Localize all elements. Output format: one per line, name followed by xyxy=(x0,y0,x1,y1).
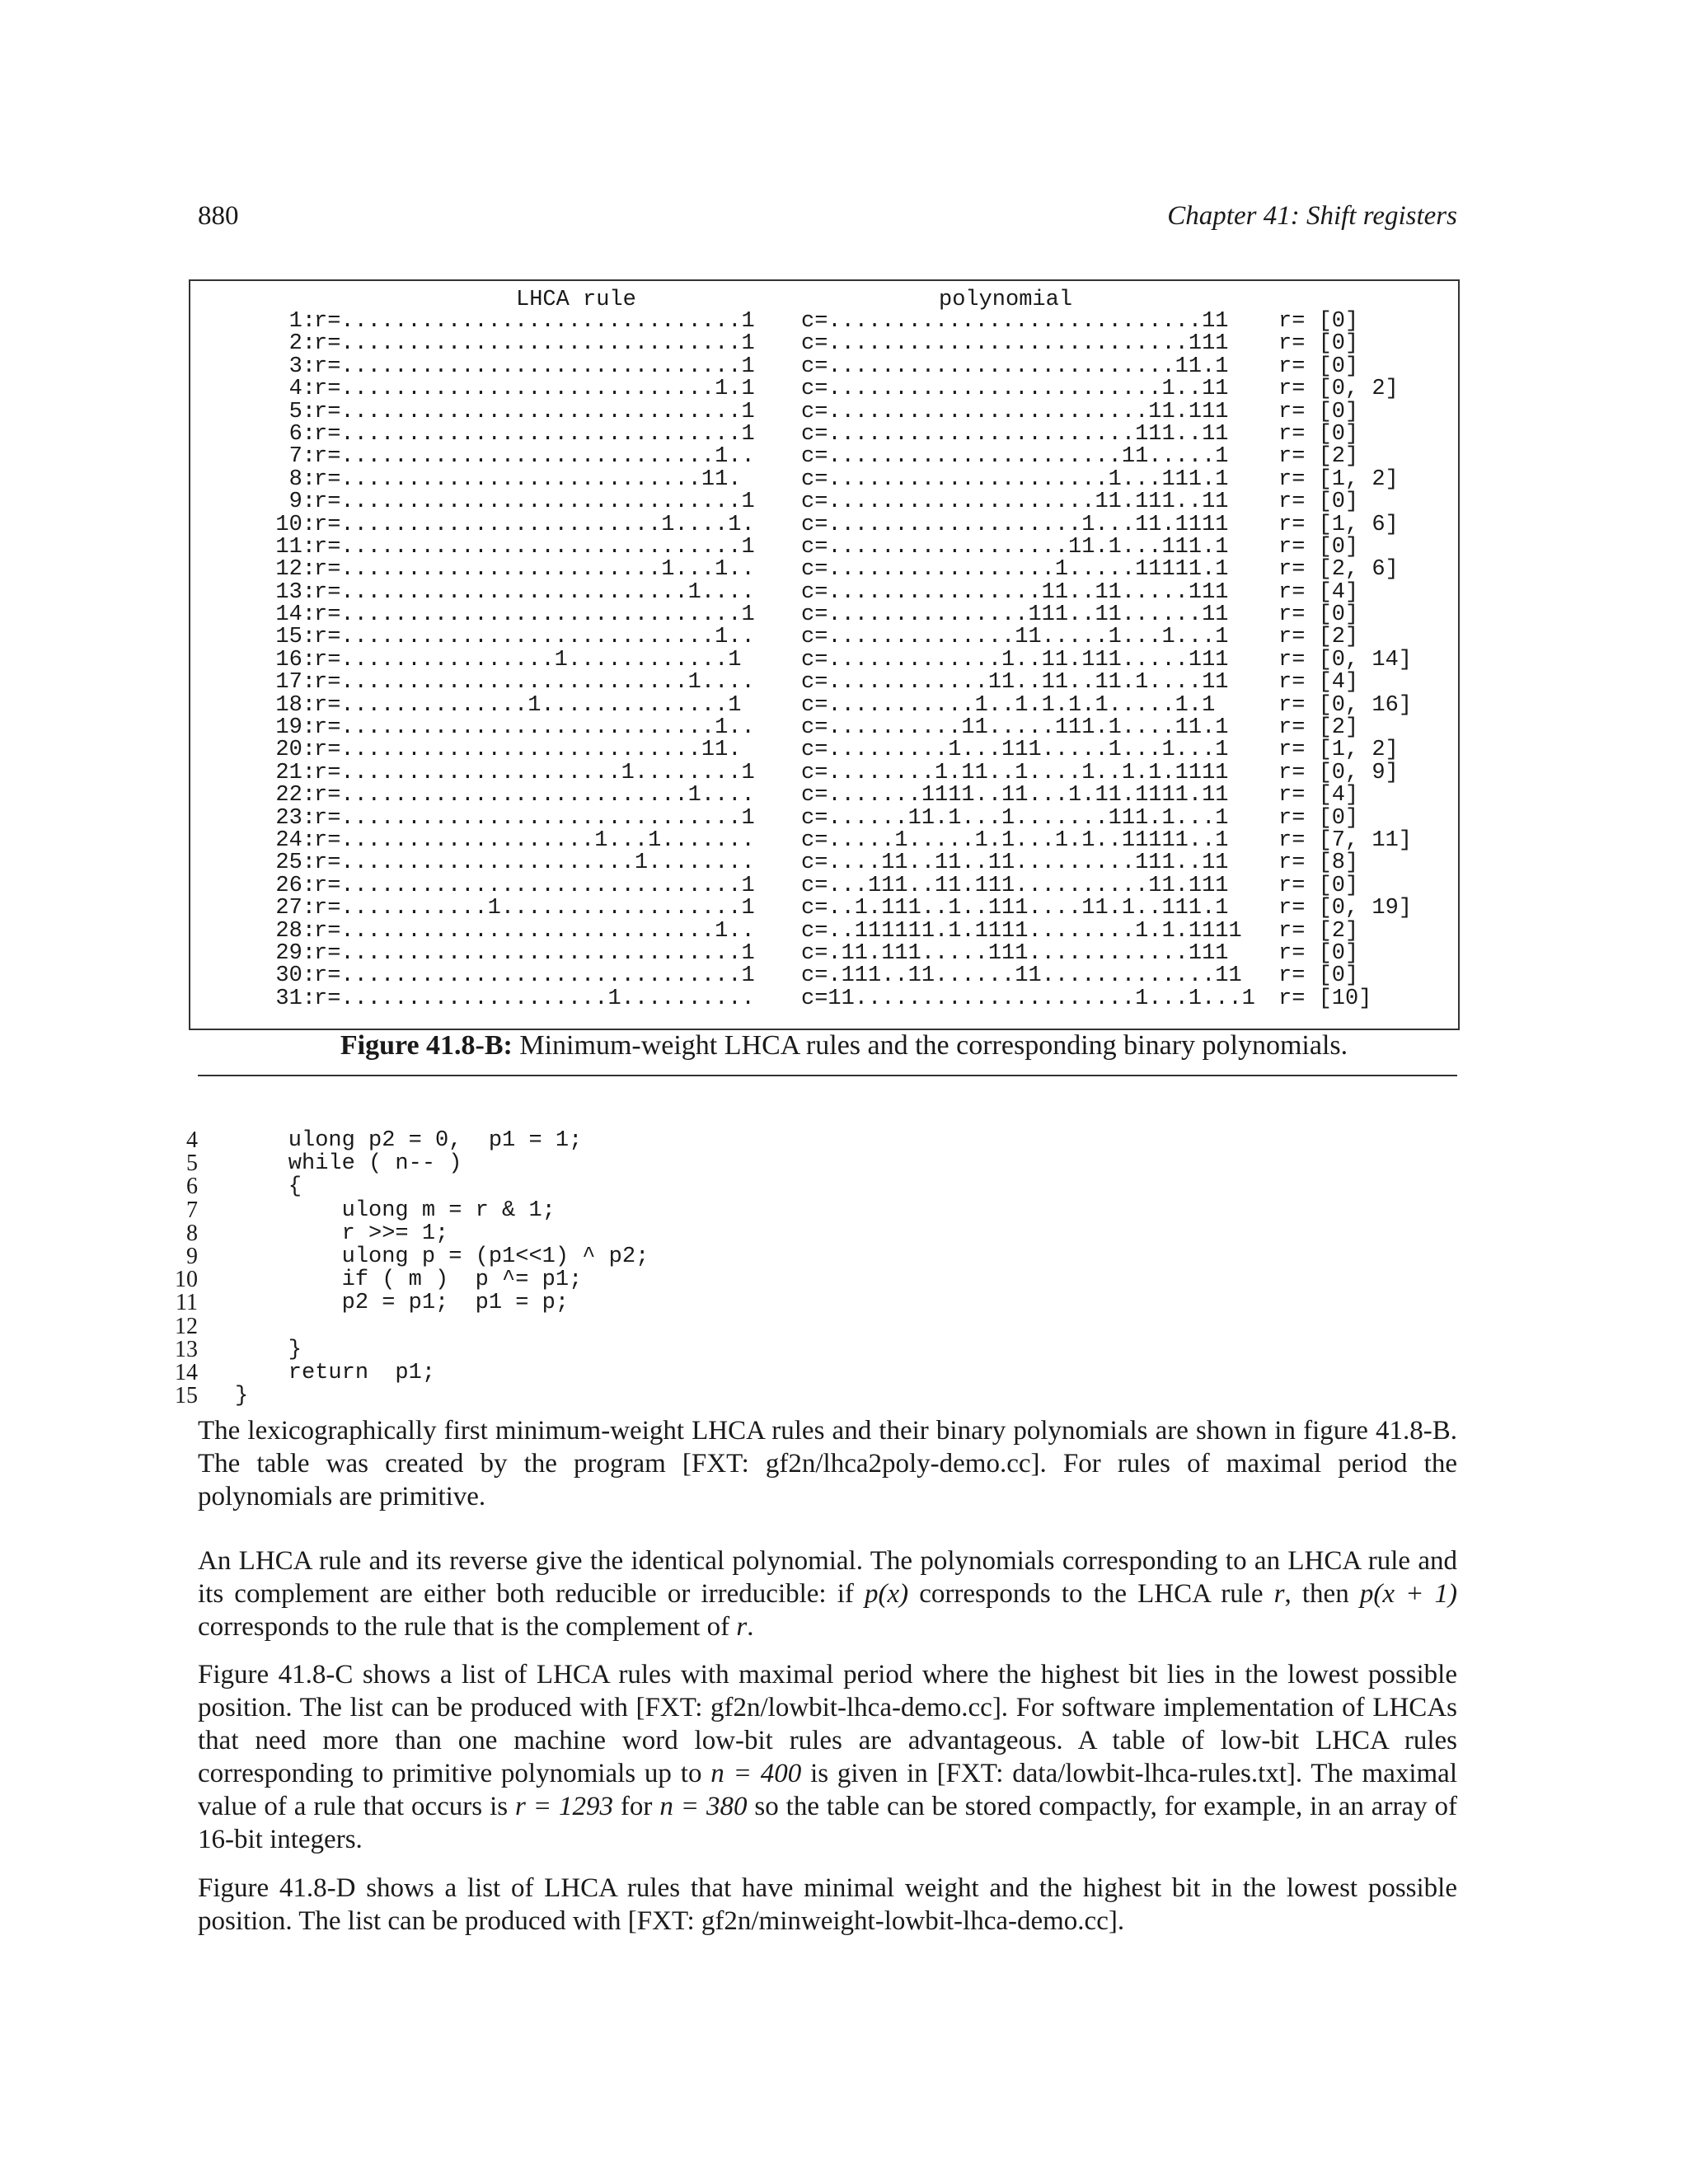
rule-bits: r= [0, 2] xyxy=(1278,377,1399,402)
row-index: 14: xyxy=(275,602,316,628)
table-row xyxy=(190,762,1458,785)
line-number: 10 xyxy=(175,1267,198,1293)
row-index: 18: xyxy=(275,692,316,718)
line-number: 7 xyxy=(186,1197,198,1223)
rule-bits: r= [0] xyxy=(1278,421,1359,447)
lhca-rule: r=..............................1 xyxy=(314,873,755,898)
polynomial: c=.....................1...111.1 xyxy=(801,466,1229,492)
polynomial: c=....................11.111..11 xyxy=(801,490,1229,515)
polynomial: c=.........1...111.....1...1...1 xyxy=(801,738,1229,763)
polynomial: c=..............11.....1...1...1 xyxy=(801,625,1229,650)
paragraph-4: Figure 41.8-D shows a list of LHCA rules that have minimal weight and the highest bit in the lowest possible position. The list can be produced with [FXT: gf2n/minweight-lowbit-lhca-demo.cc]. xyxy=(198,1873,1457,1936)
table-row xyxy=(190,626,1458,649)
row-index: 10: xyxy=(275,512,316,537)
line-number: 15 xyxy=(175,1383,198,1409)
code-text: ulong m = r & 1; xyxy=(235,1197,556,1223)
row-index: 27: xyxy=(275,896,316,921)
row-index: 23: xyxy=(275,805,316,831)
rule-bits: r= [0] xyxy=(1278,873,1359,898)
rule-bits: r= [2, 6] xyxy=(1278,557,1399,583)
table-row xyxy=(190,940,1458,966)
polynomial: c=..111111.1.1111........1.1.1111 xyxy=(801,918,1242,944)
p3-text-b: is given in [FXT: data/lowbit-lhca-rules.txt]. The maximal value of a rule that occurs is xyxy=(198,1759,1457,1821)
code-text: } xyxy=(235,1384,249,1409)
line-number: 13 xyxy=(175,1336,198,1362)
polynomial: c=..........11.....111.1....11.1 xyxy=(801,715,1229,741)
code-text: return p1; xyxy=(235,1360,436,1385)
polynomial: c=.......1111..11...1.11.1111.11 xyxy=(801,783,1229,808)
polynomial: c=......................11.....1 xyxy=(801,444,1229,470)
table-row xyxy=(190,311,1458,333)
p2-text-c: , then xyxy=(1284,1579,1360,1609)
polynomial: c=........1.11..1....1..1.1.1111 xyxy=(801,760,1229,785)
code-text: p2 = p1; p1 = p; xyxy=(235,1291,570,1316)
row-index: 9: xyxy=(288,490,316,515)
row-index: 17: xyxy=(275,670,316,696)
polynomial: c=.................1.....11111.1 xyxy=(801,557,1229,583)
figure-caption xyxy=(0,1030,1688,1062)
lhca-rule: r=................1............1 xyxy=(314,647,742,673)
rule-bits: r= [0, 19] xyxy=(1278,896,1413,921)
polynomial: c=..1.111..1..111....11.1..111.1 xyxy=(801,896,1229,921)
row-index: 25: xyxy=(275,851,316,876)
polynomial: c=.........................1..11 xyxy=(801,377,1229,402)
table-row xyxy=(190,785,1458,807)
polynomial: c=.111..11......11.............11 xyxy=(801,963,1242,989)
rule-bits: r= [0] xyxy=(1278,490,1359,515)
lhca-rule: r=....................1.......... xyxy=(314,986,755,1011)
p2-math-r2: r xyxy=(736,1612,748,1642)
polynomial: c=.11.111.....111............111 xyxy=(801,940,1229,966)
lhca-rule: r=...........1..................1 xyxy=(314,896,755,921)
table-row xyxy=(190,421,1458,447)
lhca-rule: r=..............................1 xyxy=(314,354,755,379)
lhca-rule: r=..............................1 xyxy=(314,490,755,515)
paragraph-2 xyxy=(198,1544,1457,1643)
table-row xyxy=(190,988,1458,1010)
rule-bits: r= [0] xyxy=(1278,963,1359,989)
paragraph-3 xyxy=(198,1658,1457,1856)
line-number: 8 xyxy=(186,1220,198,1246)
table-row xyxy=(190,446,1458,468)
rule-bits: r= [8] xyxy=(1278,851,1359,876)
code-text: { xyxy=(235,1174,302,1200)
code-text: ulong p = (p1<<1) ^ p2; xyxy=(235,1244,649,1269)
row-index: 8: xyxy=(288,466,316,492)
p2-math-px: p(x) xyxy=(865,1579,909,1609)
polynomial: c=.............1..11.111.....111 xyxy=(801,647,1229,673)
p3-math-r: r = 1293 xyxy=(515,1792,613,1821)
p2-text-a: An LHCA rule and its reverse give the identical polynomial. The polynomials corresponding to an LHCA rule and its complement are either both reducible or irreducible: if xyxy=(198,1546,1457,1609)
rule-bits: r= [0] xyxy=(1278,331,1359,357)
polynomial: c=............11..11..11.1....11 xyxy=(801,670,1229,696)
lhca-rule: r=........................1....1. xyxy=(314,512,755,537)
p2-math-px1: p(x + 1) xyxy=(1359,1579,1457,1609)
table-row xyxy=(190,466,1458,492)
polynomial: c=......11.1...1.......111.1...1 xyxy=(801,805,1229,831)
rule-bits: r= [10] xyxy=(1278,986,1372,1011)
table-row xyxy=(190,672,1458,694)
row-index: 12: xyxy=(275,557,316,583)
paragraph-1: The lexicographically first minimum-weight LHCA rules and their binary polynomials are shown in figure 41.8-B. The table was created by the program [FXT: gf2n/lhca2poly-demo.cc]. For rules of maximal period the polynomials are primitive. xyxy=(198,1416,1457,1511)
lhca-rule: r=..........................1.... xyxy=(314,579,755,605)
rule-bits: r= [0] xyxy=(1278,805,1359,831)
code-text: if ( m ) p ^= p1; xyxy=(235,1268,583,1293)
rule-bits: r= [7, 11] xyxy=(1278,827,1413,853)
lhca-rule: r=..............................1 xyxy=(314,940,755,966)
table-row xyxy=(190,805,1458,831)
row-index: 30: xyxy=(275,963,316,989)
code-text: ulong p2 = 0, p1 = 1; xyxy=(235,1128,583,1153)
table-row xyxy=(190,692,1458,718)
table-row xyxy=(190,604,1458,626)
rule-bits: r= [0] xyxy=(1278,354,1359,379)
table-row xyxy=(190,827,1458,853)
table-row xyxy=(190,378,1458,401)
row-index: 1: xyxy=(288,309,316,334)
rule-bits: r= [0, 9] xyxy=(1278,760,1399,785)
table-row xyxy=(190,898,1458,920)
page-number: 880 xyxy=(198,201,239,231)
lhca-rule: r=...........................11. xyxy=(314,466,742,492)
lhca-rule: r=..........................1.... xyxy=(314,783,755,808)
figure-table xyxy=(190,311,1458,1010)
lhca-rule: r=..............................1 xyxy=(314,534,755,560)
rule-bits: r= [0] xyxy=(1278,940,1359,966)
rule-bits: r= [0, 14] xyxy=(1278,647,1413,673)
lhca-rule: r=......................1........ xyxy=(314,851,755,876)
row-index: 19: xyxy=(275,715,316,741)
lhca-rule: r=............................1.. xyxy=(314,918,755,944)
p3-text-a: Figure 41.8-C shows a list of LHCA rules with maximal period where the highest bit lies in the lowest possible position. The list can be produced with [FXT: gf2n/lowbit-lhca-demo.cc]. For software implementation of LHCAs that need more than one machine word low-bit rules are advantageous. A table of low-bit LHCA rules corresponding to primitive polynomials up to xyxy=(198,1660,1457,1788)
polynomial: c=...................1...11.1111 xyxy=(801,512,1229,537)
code-text: while ( n-- ) xyxy=(235,1151,462,1177)
row-index: 2: xyxy=(288,331,316,357)
lhca-rule: r=............................1.1 xyxy=(314,377,755,402)
table-row xyxy=(190,579,1458,605)
lhca-rule: r=............................1.. xyxy=(314,715,755,741)
lhca-rule: r=..............................1 xyxy=(314,399,755,424)
table-row xyxy=(190,918,1458,944)
polynomial: c=...............111..11......11 xyxy=(801,602,1229,628)
p2-text-e: . xyxy=(747,1612,754,1642)
line-number: 9 xyxy=(186,1243,198,1269)
row-index: 22: xyxy=(275,783,316,808)
lhca-rule: r=............................1.. xyxy=(314,444,755,470)
rule-bits: r= [0, 16] xyxy=(1278,692,1413,718)
rule-bits: r= [2] xyxy=(1278,444,1359,470)
lhca-rule: r=..............................1 xyxy=(314,963,755,989)
table-row xyxy=(190,875,1458,898)
table-row xyxy=(190,852,1458,874)
lhca-rule: r=..............................1 xyxy=(314,805,755,831)
table-row xyxy=(190,356,1458,378)
rule-bits: r= [0] xyxy=(1278,534,1359,560)
row-index: 31: xyxy=(275,986,316,1011)
rule-bits: r= [2] xyxy=(1278,715,1359,741)
caption-text: Minimum-weight LHCA rules and the corresponding binary polynomials. xyxy=(512,1030,1348,1061)
polynomial: c=..........................11.1 xyxy=(801,354,1229,379)
caption-rule xyxy=(198,1075,1457,1076)
line-number: 5 xyxy=(186,1151,198,1177)
lhca-rule: r=..............................1 xyxy=(314,309,755,334)
table-row xyxy=(190,717,1458,739)
figure-41-8-b xyxy=(189,279,1460,1030)
table-row xyxy=(190,401,1458,424)
page-header xyxy=(198,201,1457,242)
code-text: } xyxy=(235,1337,302,1362)
rule-bits: r= [0] xyxy=(1278,602,1359,628)
p2-text-b: corresponds to the LHCA rule xyxy=(908,1579,1274,1609)
lhca-rule: r=............................1.. xyxy=(314,625,755,650)
row-index: 28: xyxy=(275,918,316,944)
polynomial: c=...........................111 xyxy=(801,331,1229,357)
lhca-rule-header: LHCA rule xyxy=(516,288,636,312)
p2-math-r1: r xyxy=(1273,1579,1285,1609)
polynomial: c=..................11.1...111.1 xyxy=(801,534,1229,560)
running-title: Chapter 41: Shift registers xyxy=(1167,201,1457,231)
line-number: 4 xyxy=(186,1127,198,1153)
lhca-rule: r=........................1...1.. xyxy=(314,557,755,583)
p3-text-c: for xyxy=(612,1792,660,1821)
rule-bits: r= [4] xyxy=(1278,579,1359,605)
lhca-rule: r=..............................1 xyxy=(314,331,755,357)
lhca-rule: r=..........................1.... xyxy=(314,670,755,696)
row-index: 15: xyxy=(275,625,316,650)
rule-bits: r= [4] xyxy=(1278,670,1359,696)
lhca-rule: r=.....................1........1 xyxy=(314,760,755,785)
row-index: 4: xyxy=(288,377,316,402)
rule-bits: r= [1, 6] xyxy=(1278,512,1399,537)
rule-bits: r= [1, 2] xyxy=(1278,738,1399,763)
table-row xyxy=(190,491,1458,513)
p3-text-d: so the table can be stored compactly, for example, in an array of 16-bit integers. xyxy=(198,1792,1457,1854)
table-row xyxy=(190,559,1458,581)
polynomial: c=.....1.....1.1...1.1..11111..1 xyxy=(801,827,1229,853)
rule-bits: r= [0] xyxy=(1278,399,1359,424)
lhca-rule: r=...................1...1....... xyxy=(314,827,755,853)
line-number: 6 xyxy=(186,1174,198,1200)
table-row xyxy=(190,333,1458,355)
p3-math-n2: n = 380 xyxy=(659,1792,748,1821)
polynomial: c=....11..11..11.........111..11 xyxy=(801,851,1229,876)
table-row xyxy=(190,739,1458,762)
polynomial: c=...........1..1.1.1.1.....1.1 xyxy=(801,692,1216,718)
p3-math-n1: n = 400 xyxy=(710,1759,802,1788)
table-row xyxy=(190,965,1458,987)
row-index: 24: xyxy=(275,827,316,853)
row-index: 20: xyxy=(275,738,316,763)
row-index: 21: xyxy=(275,760,316,785)
row-index: 7: xyxy=(288,444,316,470)
table-row xyxy=(190,514,1458,537)
row-index: 5: xyxy=(288,399,316,424)
caption-label: Figure 41.8-B: xyxy=(340,1030,513,1061)
line-number: 12 xyxy=(175,1313,198,1339)
row-index: 29: xyxy=(275,940,316,966)
table-row xyxy=(190,534,1458,560)
row-index: 26: xyxy=(275,873,316,898)
line-number: 14 xyxy=(175,1359,198,1385)
lhca-rule: r=..............................1 xyxy=(314,421,755,447)
polynomial-header: polynomial xyxy=(939,288,1073,312)
polynomial: c=........................11.111 xyxy=(801,399,1229,424)
rule-bits: r= [2] xyxy=(1278,918,1359,944)
row-index: 13: xyxy=(275,579,316,605)
row-index: 11: xyxy=(275,534,316,560)
row-index: 3: xyxy=(288,354,316,379)
lhca-rule: r=...........................11. xyxy=(314,738,742,763)
polynomial: c=.......................111..11 xyxy=(801,421,1229,447)
rule-bits: r= [0] xyxy=(1278,309,1359,334)
polynomial: c=...111..11.111..........11.111 xyxy=(801,873,1229,898)
table-row xyxy=(190,649,1458,672)
polynomial: c=11.....................1...1...1 xyxy=(801,986,1255,1011)
row-index: 16: xyxy=(275,647,316,673)
code-text: r >>= 1; xyxy=(235,1221,449,1246)
lhca-rule: r=..............................1 xyxy=(314,602,755,628)
rule-bits: r= [1, 2] xyxy=(1278,466,1399,492)
polynomial: c=................11..11.....111 xyxy=(801,579,1229,605)
row-index: 6: xyxy=(288,421,316,447)
polynomial: c=............................11 xyxy=(801,309,1229,334)
lhca-rule: r=..............1..............1 xyxy=(314,692,742,718)
p2-text-d: corresponds to the rule that is the complement of xyxy=(198,1612,737,1642)
rule-bits: r= [2] xyxy=(1278,625,1359,650)
rule-bits: r= [4] xyxy=(1278,783,1359,808)
line-number: 11 xyxy=(176,1290,198,1316)
